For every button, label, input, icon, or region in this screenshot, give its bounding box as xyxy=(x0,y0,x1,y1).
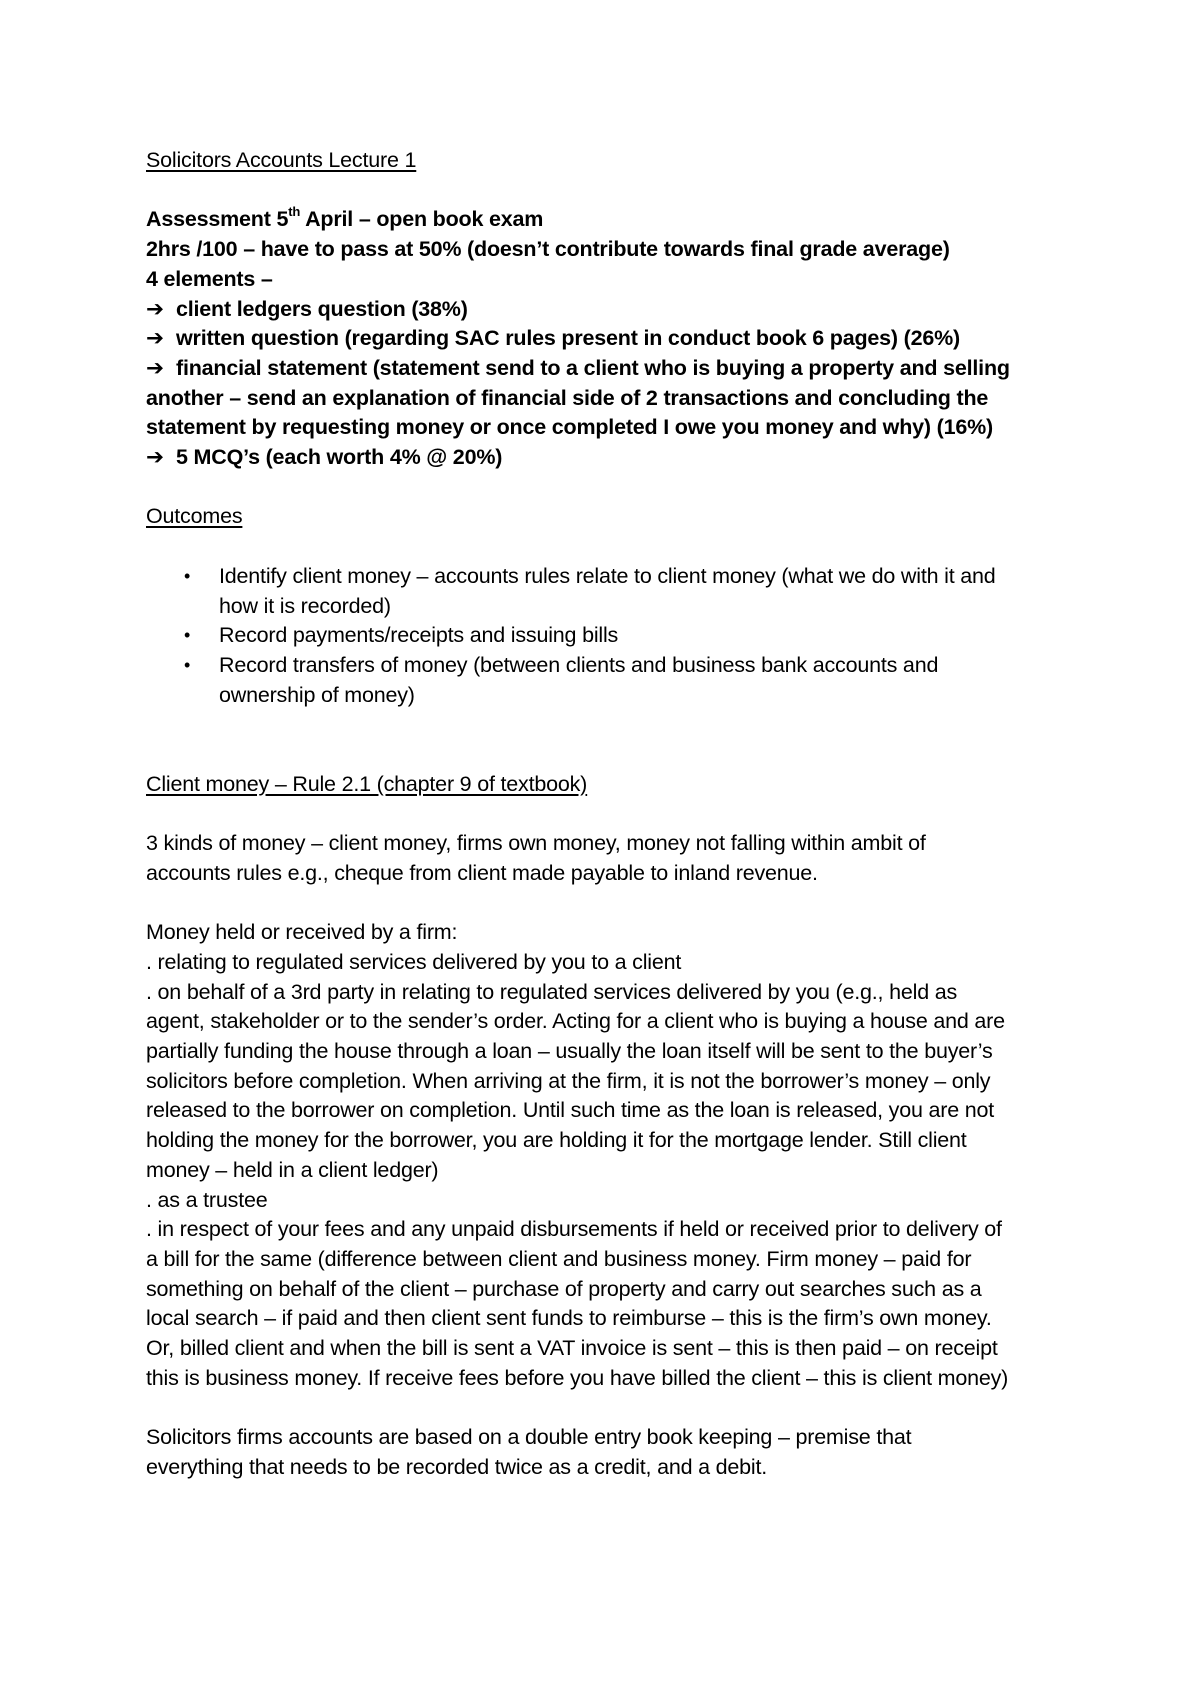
element-item: ➔ written question (regarding SAC rules present in conduct book 6 pages) (26%) xyxy=(146,324,1066,354)
kinds-of-money-paragraph: 3 kinds of money – client money, firms own money, money not falling within ambit of accounts rules e.g., cheque from client made payable to inland revenue. xyxy=(146,831,926,885)
assessment-date-line: Assessment 5th April – open book exam xyxy=(146,204,544,232)
money-held-paragraph: Money held or received by a firm: . relating to regulated services delivered by you to a client . on behalf of a 3rd party in relating to regulated services delivered by you (e.g., held as agent, stakeholder or to the sender’s order. Acting for a client who is buying a house and are partially funding the house through a loan – usually the loan itself will be sent to the buyer’s solicitors before completion. When arriving at the firm, it is not the borrower’s money – only released to the borrower on completion. Until such time as the loan is released, you are not holding the money for the borrower, you are holding it for the mortgage lender. Still client money – held in a client ledger) . as a trustee . in respect of your fees and any unpaid disbursements if held or received prior to delivery of a bill for the same (difference between client and business money. Firm money – paid for something on behalf of the client – purchase of property and carry out searches such as a local search – if paid and then client sent funds to reimburse – this is the firm’s own money. Or, billed client and when the bill is sent a VAT invoice is sent – this is then paid – on receipt this is business money. If receive fees before you have billed the client – this is client money) xyxy=(146,920,1009,1390)
client-money-heading: Client money – Rule 2.1 (chapter 9 of textbook) xyxy=(146,771,588,796)
outcomes-list xyxy=(146,562,1066,711)
double-entry-paragraph: Solicitors firms accounts are based on a double entry book keeping – premise that everything that needs to be recorded twice as a credit, and a debit. xyxy=(146,1425,912,1479)
list-item: • Identify client money – accounts rules relate to client money (what we do with it and how it is recorded) xyxy=(184,563,996,618)
element-item-continued: statement by requesting money or once completed I owe you money and why) (16%) xyxy=(146,415,993,440)
page-title: Solicitors Accounts Lecture 1 xyxy=(146,148,417,172)
bullet-icon: • xyxy=(184,654,191,675)
element-item-continued: another – send an explanation of financial side of 2 transactions and concluding the xyxy=(146,385,989,410)
arrow-icon: ➔ xyxy=(146,326,164,351)
element-item: ➔ client ledgers question (38%) xyxy=(146,295,1066,325)
outcomes-heading: Outcomes xyxy=(146,504,243,529)
element-item: ➔ 5 MCQ’s (each worth 4% @ 20%) xyxy=(146,443,1066,473)
assessment-section xyxy=(146,205,1066,472)
assessment-elements-heading: 4 elements – xyxy=(146,266,273,291)
bullet-icon: • xyxy=(184,625,191,646)
arrow-icon: ➔ xyxy=(146,445,164,470)
arrow-icon: ➔ xyxy=(146,296,164,321)
element-item: ➔ financial statement (statement send to a client who is buying a property and selling xyxy=(146,354,1066,384)
list-item: • Record transfers of money (between clients and business bank accounts and ownership of money) xyxy=(184,652,939,707)
document-body xyxy=(146,146,1066,1483)
list-item: • Record payments/receipts and issuing bills xyxy=(146,621,1066,651)
arrow-icon: ➔ xyxy=(146,355,164,380)
assessment-duration-line: 2hrs /100 – have to pass at 50% (doesn’t contribute towards final grade average) xyxy=(146,237,950,262)
bullet-icon: • xyxy=(184,565,191,586)
